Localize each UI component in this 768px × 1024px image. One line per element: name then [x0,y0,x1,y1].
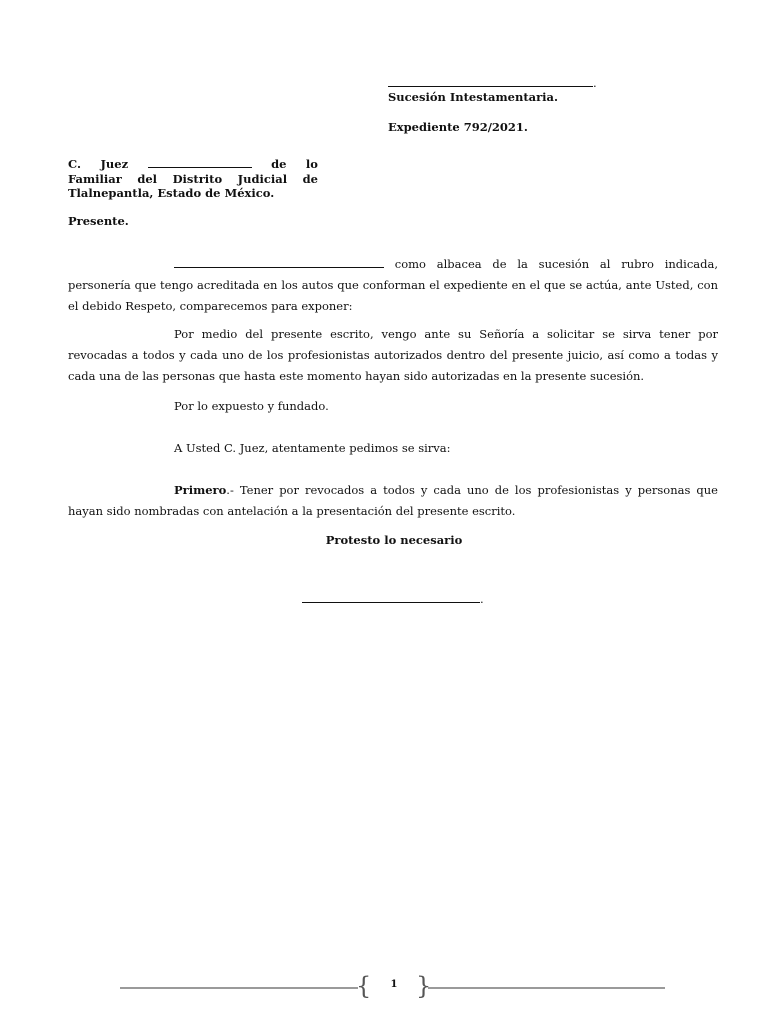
case-header [388,76,648,134]
albacea-name-blank [174,257,384,268]
case-name-line [388,76,648,90]
signature-line [302,592,484,606]
right-brace-icon: } [416,972,432,1000]
addressee-word: Familiar [68,171,122,186]
page-footer [120,972,665,1000]
footer-rule-right [428,987,665,989]
addressee-word: de [302,171,318,186]
addressee-word: del [137,171,158,186]
addressee-line-3: Tlalnepantla, Estado de México. [68,186,275,200]
primero-label: Primero [174,483,227,497]
line-period: . [593,76,597,90]
paragraph-primero [68,480,718,522]
addressee-block [68,157,318,201]
addressee-line-1 [68,157,318,172]
presente-heading: Presente. [68,214,129,228]
addressee-line-2 [68,172,318,187]
blank-line [388,76,593,87]
closing-text: Protesto lo necesario [325,533,463,547]
signature-blank [302,592,480,603]
addressee-word: Distrito [172,171,223,186]
addressee-de: de [271,157,287,171]
left-brace-icon: { [356,972,372,1000]
closing-statement [0,533,768,547]
footer-rule-left [120,987,358,989]
paragraph-petition: A Usted C. Juez, atentamente pedimos se sirva: [174,441,451,455]
addressee-juez: Juez [100,157,129,171]
paragraph-intro-text: como albacea de la sucesión al rubro indicada, personería que tengo acreditada en los autos que conforman el expediente en el que se actúa, ante Usted, con el debido Respeto, comparecemos para exponer: [68,257,718,313]
addressee-lo: lo [305,157,318,171]
paragraph-expuesto: Por lo expuesto y fundado. [174,399,329,413]
addressee-word: Judicial [237,171,288,186]
signature-period: . [480,592,484,606]
paragraph-request: Por medio del presente escrito, vengo ante su Señoría a solicitar se sirva tener por revocadas a todos y cada uno de los profesionistas autorizados dentro del presente juicio, así como a todas y cada una de las personas que hasta este momento hayan sido autorizadas en la presente sucesión. [68,327,718,383]
case-number: Expediente 792/2021. [388,120,528,134]
addressee-c: C. [68,157,81,171]
judge-name-blank [148,157,252,168]
primero-text: .- Tener por revocados a todos y cada uno de los profesionistas y personas que hayan sido nombradas con antelación a la presentación del presente escrito. [68,483,718,518]
succession-type: Sucesión Intestamentaria. [388,90,558,104]
paragraph-intro [68,254,718,317]
page-number: 1 [390,979,398,990]
